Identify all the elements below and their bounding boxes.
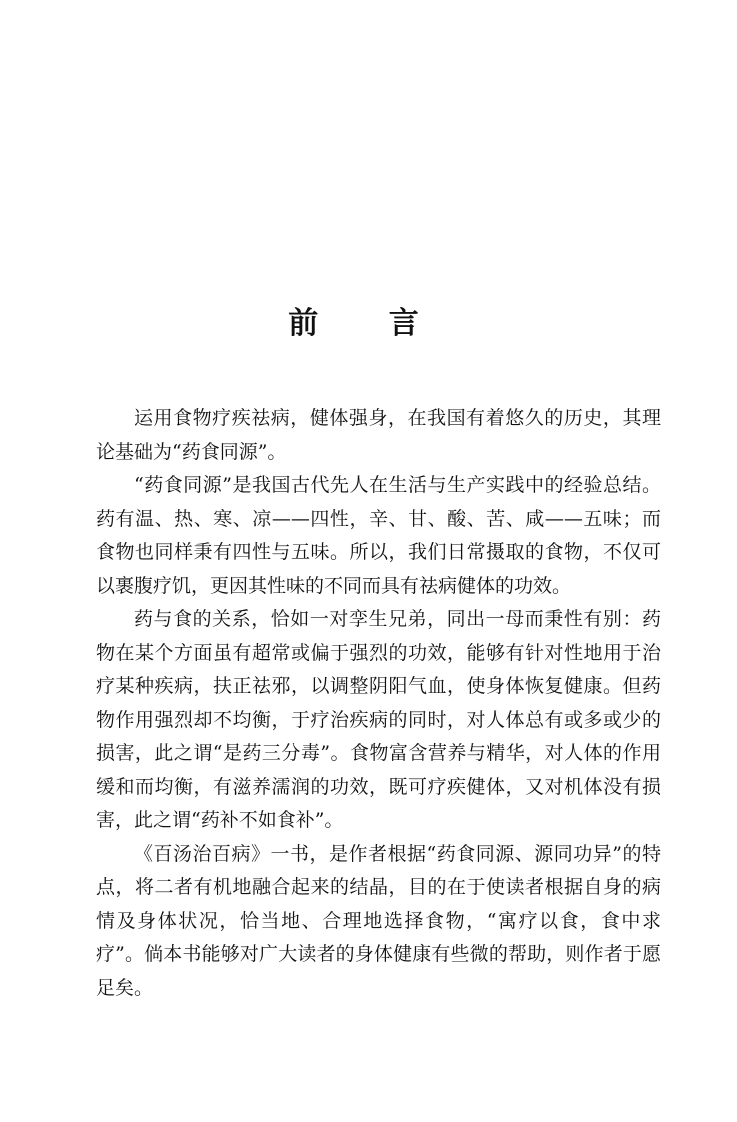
paragraph-3: 药与食的关系，恰如一对孪生兄弟，同出一母而秉性有别：药物在某个方面虽有超常或偏于强烈的功效，能够有针对性地用于治疗某种疾病，扶正祛邪，以调整阴阳气血，使身体恢复健康。但药物作用强烈却不均衡，于疗治疾病的同时，对人体总有或多或少的损害，此之谓“是药三分毒”。食物富含营养与精华，对人体的作用缓和而均衡，有滋养濡润的功效，既可疗疾健体，又对机体没有损害，此之谓“药补不如食补”。: [96, 608, 661, 831]
page-title: 前 言: [288, 306, 449, 341]
preface-body: [96, 402, 661, 1005]
paragraph-4: 《百汤治百病》一书，是作者根据“药食同源、源同功异”的特点，将二者有机地融合起来的结晶，目的在于使读者根据自身的病情及身体状况，恰当地、合理地选择食物，“寓疗以食，食中求疗”。倘本书能够对广大读者的身体健康有些微的帮助，则作者于愿足矣。: [96, 842, 661, 999]
paragraph-1: 运用食物疗疾祛病，健体强身，在我国有着悠久的历史，其理论基础为“药食同源”。: [96, 407, 661, 463]
paragraph-2: “药食同源”是我国古代先人在生活与生产实践中的经验总结。药有温、热、寒、凉——四性，辛、甘、酸、苦、咸——五味；而食物也同样秉有四性与五味。所以，我们日常摄取的食物，不仅可以裹腹疗饥，更因其性味的不同而具有祛病健体的功效。: [96, 474, 661, 597]
